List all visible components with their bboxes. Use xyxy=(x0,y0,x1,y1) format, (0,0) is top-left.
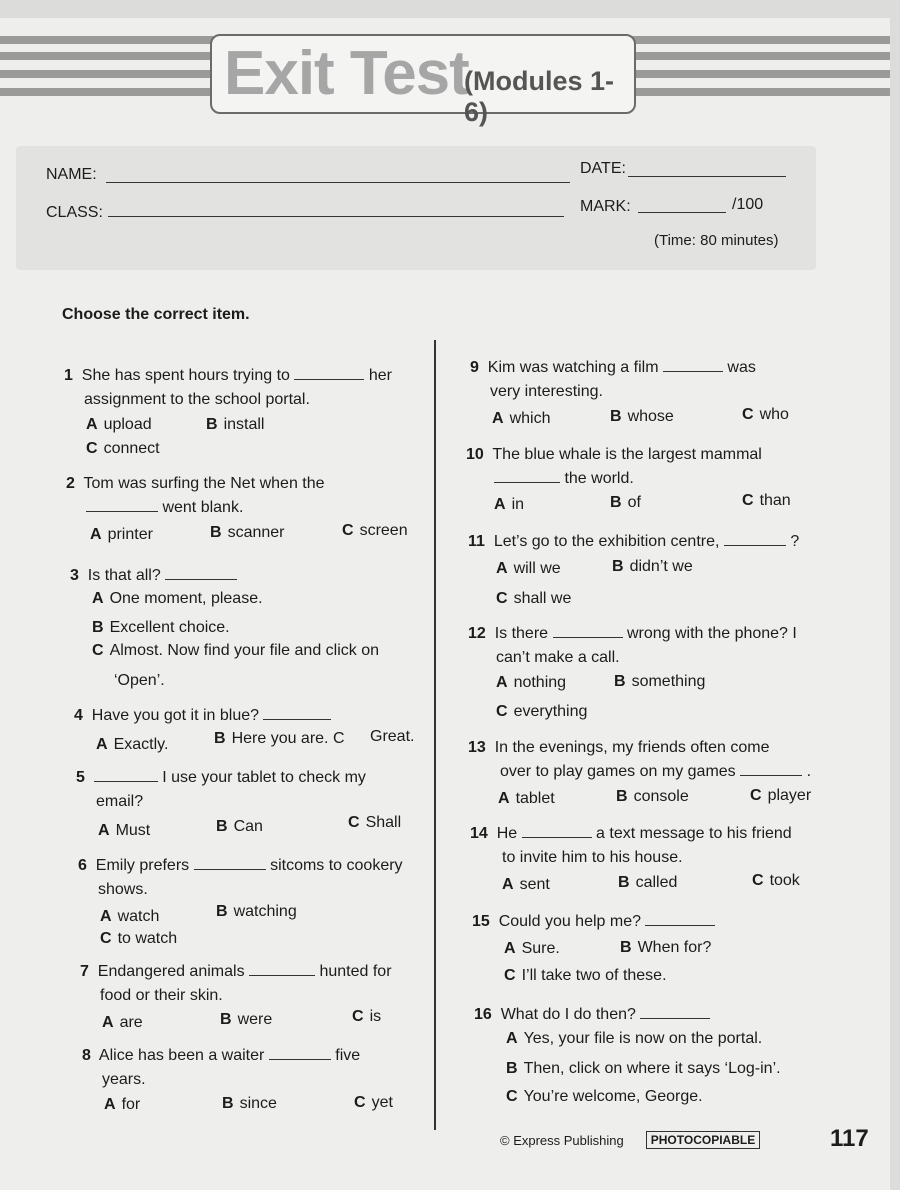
question-4: 4 Have you got it in blue? xyxy=(74,704,420,728)
option-a[interactable]: A watch xyxy=(100,908,160,925)
option-a[interactable]: A Sure. xyxy=(504,940,560,957)
option-b[interactable]: B of xyxy=(610,494,641,511)
page-subtitle: (Modules 1-6) xyxy=(464,66,615,127)
answer-blank[interactable] xyxy=(294,365,364,380)
question-13: 13 In the evenings, my friends often come over to play games on my games . xyxy=(468,739,812,780)
class-field[interactable] xyxy=(108,216,564,217)
option-a[interactable]: A which xyxy=(492,410,551,427)
option-a[interactable]: A One moment, please. xyxy=(92,590,263,607)
class-label: CLASS: xyxy=(46,204,103,221)
question-14: 14 He a text message to his friend to invite him to his house. xyxy=(470,825,792,866)
answer-blank[interactable] xyxy=(640,1004,710,1019)
option-b[interactable]: B scanner xyxy=(210,524,285,541)
option-a[interactable]: A Exactly. xyxy=(96,736,169,753)
answer-blank[interactable] xyxy=(522,823,592,838)
option-c[interactable]: C You’re welcome, George. xyxy=(506,1088,703,1105)
option-a[interactable]: A are xyxy=(102,1014,143,1031)
question-3: 3 Is that all? xyxy=(70,564,420,588)
answer-blank[interactable] xyxy=(263,705,331,720)
option-b[interactable]: B console xyxy=(616,788,689,805)
question-5: 5 I use your tablet to check my email? xyxy=(76,769,366,810)
option-c[interactable]: C Almost. Now find your file and click on xyxy=(92,642,380,659)
instruction-heading: Choose the correct item. xyxy=(62,306,250,323)
mark-total: /100 xyxy=(732,196,764,213)
time-limit: (Time: 80 minutes) xyxy=(654,232,779,249)
column-divider xyxy=(434,340,436,1130)
option-b[interactable]: B When for? xyxy=(620,939,712,956)
option-c[interactable]: C connect xyxy=(86,440,160,457)
publisher-credit: © Express Publishing xyxy=(500,1133,624,1148)
answer-blank[interactable] xyxy=(165,565,237,580)
option-b[interactable]: B whose xyxy=(610,408,674,425)
answer-blank[interactable] xyxy=(86,497,158,512)
option-c[interactable]: C Shall xyxy=(348,814,402,831)
date-field[interactable] xyxy=(628,176,786,177)
option-a[interactable]: A in xyxy=(494,496,525,513)
option-c[interactable]: C to watch xyxy=(100,930,178,947)
option-a[interactable]: A nothing xyxy=(496,674,567,691)
question-10: 10 The blue whale is the largest mammal the world. xyxy=(466,446,762,487)
option-b[interactable]: B Can xyxy=(216,818,263,835)
question-number: 1 xyxy=(64,367,73,384)
answer-blank[interactable] xyxy=(724,531,786,546)
option-c[interactable]: C player xyxy=(750,787,812,804)
option-a[interactable]: A Must xyxy=(98,822,151,839)
page-title: Exit Test xyxy=(224,39,469,108)
mark-label: MARK: xyxy=(580,198,631,215)
name-field[interactable] xyxy=(106,182,570,183)
option-b[interactable]: B were xyxy=(220,1011,273,1028)
option-b[interactable]: B Here you are. C xyxy=(214,730,345,747)
option-c[interactable]: C everything xyxy=(496,703,588,720)
option-c-continued: ‘Open’. xyxy=(114,672,165,689)
option-b[interactable]: B called xyxy=(618,874,678,891)
option-a[interactable]: A will we xyxy=(496,560,561,577)
question-2: 2 Tom was surfing the Net when the went blank. xyxy=(66,475,325,516)
question-1: 1 She has spent hours trying to her assignment to the school portal. xyxy=(64,364,420,412)
option-a[interactable]: A sent xyxy=(502,876,550,893)
option-c[interactable]: C is xyxy=(352,1008,382,1025)
question-15: 15 Could you help me? xyxy=(472,910,828,934)
photocopiable-badge: PHOTOCOPIABLE xyxy=(646,1131,760,1149)
answer-blank[interactable] xyxy=(663,357,723,372)
question-7: 7 Endangered animals hunted for food or their skin. xyxy=(80,963,392,1004)
question-16: 16 What do I do then? xyxy=(474,1003,830,1027)
option-c[interactable]: Great. xyxy=(370,728,415,745)
date-label: DATE: xyxy=(580,160,626,177)
option-c[interactable]: C than xyxy=(742,492,791,509)
page-number: 117 xyxy=(830,1125,869,1152)
option-c[interactable]: C who xyxy=(742,406,789,423)
mark-field[interactable] xyxy=(638,212,726,213)
option-a[interactable]: A for xyxy=(104,1096,141,1113)
answer-blank[interactable] xyxy=(494,468,560,483)
option-b[interactable]: B something xyxy=(614,673,706,690)
student-info-panel xyxy=(16,146,816,270)
question-8: 8 Alice has been a waiter five years. xyxy=(82,1047,361,1088)
option-a[interactable]: A upload xyxy=(86,416,152,433)
question-11: 11 Let’s go to the exhibition centre, ? xyxy=(468,533,800,550)
option-b[interactable]: B didn’t we xyxy=(612,558,693,575)
question-6: 6 Emily prefers sitcoms to cookery shows. xyxy=(78,857,403,898)
option-b[interactable]: B Excellent choice. xyxy=(92,619,230,636)
option-c[interactable]: C I’ll take two of these. xyxy=(504,967,667,984)
answer-blank[interactable] xyxy=(553,623,623,638)
name-label: NAME: xyxy=(46,166,97,183)
answer-blank[interactable] xyxy=(269,1045,331,1060)
option-c[interactable]: C yet xyxy=(354,1094,393,1111)
option-c[interactable]: C shall we xyxy=(496,590,572,607)
title-banner xyxy=(210,34,636,127)
option-b[interactable]: B since xyxy=(222,1095,277,1112)
answer-blank[interactable] xyxy=(740,761,802,776)
question-9: 9 Kim was watching a film was very interesting. xyxy=(470,359,756,400)
question-12: 12 Is there wrong with the phone? I can’t make a call. xyxy=(468,625,797,666)
answer-blank[interactable] xyxy=(94,767,158,782)
answer-blank[interactable] xyxy=(249,961,315,976)
option-c[interactable]: C took xyxy=(752,872,800,889)
option-a[interactable]: A Yes, your file is now on the portal. xyxy=(506,1030,763,1047)
option-c[interactable]: C screen xyxy=(342,522,408,539)
option-a[interactable]: A tablet xyxy=(498,790,555,807)
option-b[interactable]: B watching xyxy=(216,903,297,920)
option-a[interactable]: A printer xyxy=(90,526,153,543)
answer-blank[interactable] xyxy=(194,855,266,870)
option-b[interactable]: B Then, click on where it says ‘Log-in’. xyxy=(506,1060,781,1077)
option-b[interactable]: B install xyxy=(206,416,265,433)
answer-blank[interactable] xyxy=(645,911,715,926)
